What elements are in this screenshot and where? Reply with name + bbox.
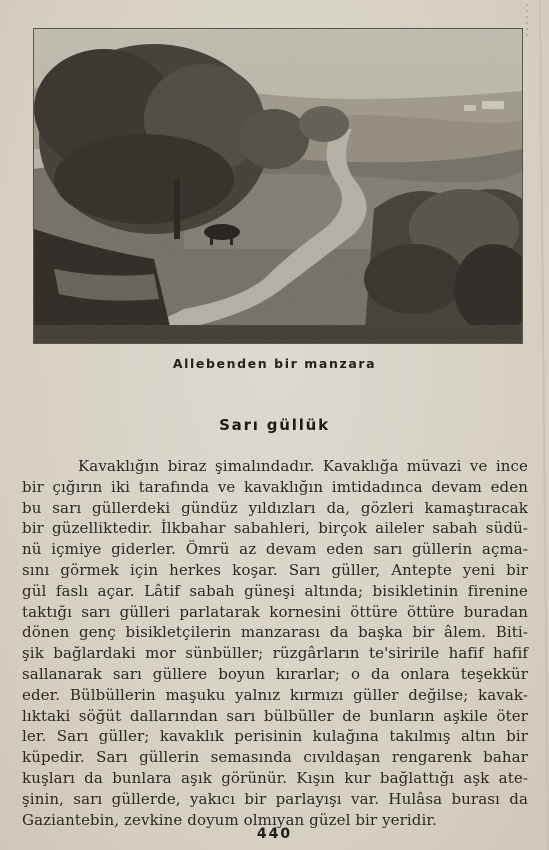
landscape-photograph: [33, 28, 523, 344]
photo-caption: Allebenden bir manzara: [172, 356, 377, 371]
body-paragraph: [22, 456, 528, 830]
text-line: eder. Bülbüllerin maşuku yalnız kırmızı güller değilse; kavak-: [22, 685, 528, 704]
text-line: bu sarı güllerdeki gündüz yıldızları da, gözleri kamaştıracak: [22, 498, 528, 517]
text-line: nü içmiye giderler. Ömrü az devam eden sarı güllerin açma-: [22, 540, 528, 559]
text-line: Gaziantebin, zevkine doyum olmıyan güzel bir yeridir.: [22, 810, 437, 829]
text-line: lıktaki söğüt dallarından sarı bülbüller de bunların aşkile öter: [22, 706, 528, 725]
text-line: bir güzelliktedir. İlkbahar sabahleri, birçok aileler sabah südü-: [22, 519, 528, 538]
text-line: gül faslı açar. Lâtif sabah güneşi altında; bisikletinin firenine: [22, 581, 528, 600]
text-line: ler. Sarı güller; kavaklık perisinin kulağına takılmış altın bir: [22, 727, 528, 746]
text-line: taktığı sarı gülleri parlatarak kornesini öttüre öttüre buradan: [22, 602, 528, 621]
text-line: sallanarak sarı güllere boyun kırarlar; o da onlara teşekkür: [22, 664, 528, 683]
text-line: bir çığırın iki tarafında ve kavaklığın imtidadınca devam eden: [22, 477, 528, 496]
text-line: şinin, sarı güllerde, yakıcı bir parlayışı var. Hulâsa burası da: [22, 789, 528, 808]
text-line: sını görmek için herkes koşar. Sarı güller, Antepte yeni bir: [22, 560, 528, 579]
text-line: şik bağlardaki mor sünbüller; rüzgârların te'siririle hafif hafif: [22, 644, 528, 663]
page-number: 440: [256, 826, 293, 842]
section-heading: Sarı güllük: [219, 416, 330, 434]
text-line: Kavaklığın biraz şimalındadır. Kavaklığa müvazi ve ince: [78, 457, 528, 475]
text-line: kuşları da bunlara aşık görünür. Kışın kur bağlattığı aşk ate-: [22, 768, 528, 787]
text-line: küpedir. Sarı güllerin semasında cıvıldaşan rengarenk bahar: [22, 748, 528, 767]
text-line: dönen genç bisikletçilerin manzarası da başka bir âlem. Biti-: [22, 623, 528, 642]
